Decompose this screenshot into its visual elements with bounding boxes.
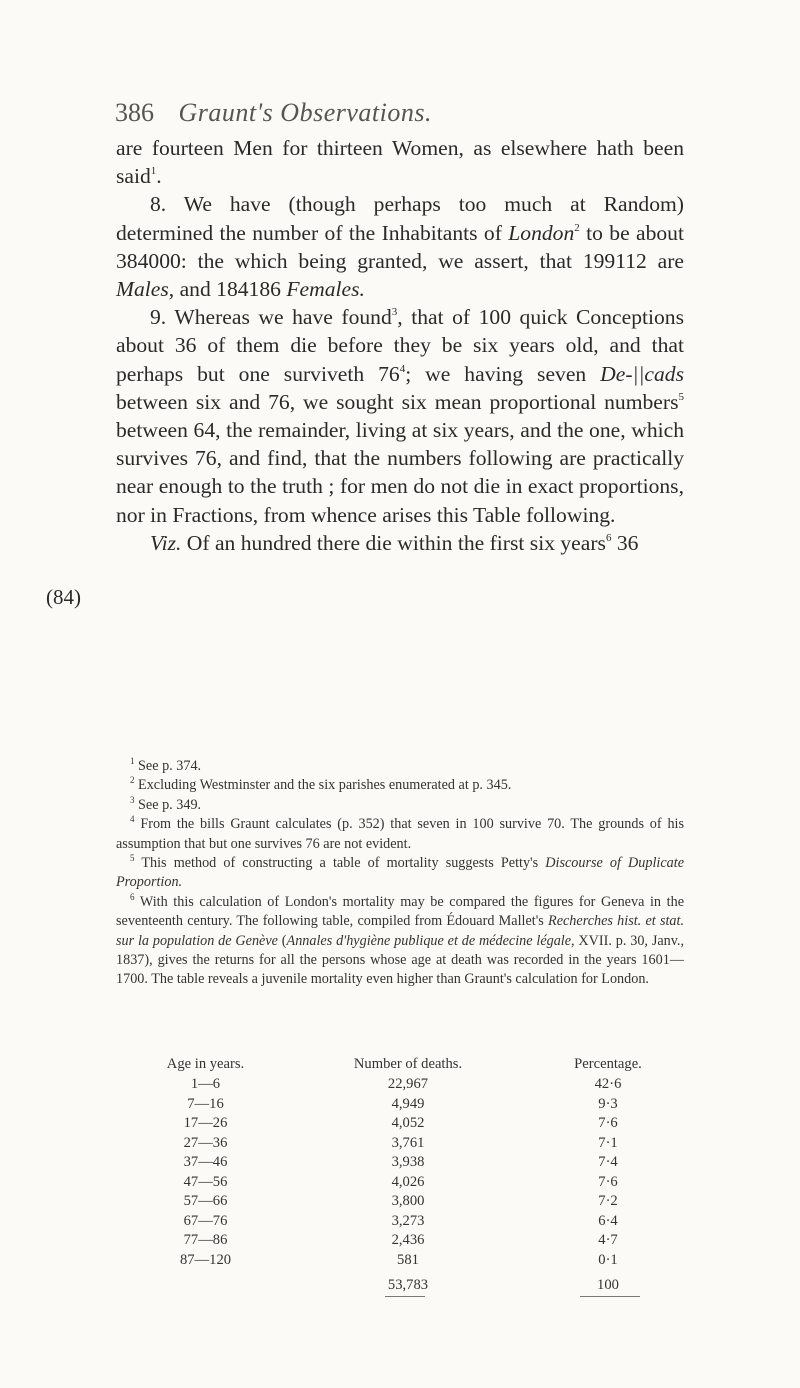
cell-percentage: 4·7 [598,1232,618,1249]
cell-deaths: 2,436 [391,1232,425,1249]
footnote-6: $^6$ With this calculation of London's mortality may be compared the figures for Geneva in the seventeenth century. The following table, compiled from Édouard Mallet's Recherches hist. et stat. sur la population de Genève (Annales d'hygiène publique et de médecine légale, XVII. p. 30, Janv., 1837), gives the returns for all the persons whose age at death was recorded in the years 1601—1700. The table reveals a juvenile mortality even higher than Graunt's calculation for London. [116,891,685,988]
table-row [118,1251,693,1271]
table-total-row [118,1276,693,1296]
paragraph-viz: Viz. Of an hundred there die within the first six years$^6$ 36 [150,530,639,555]
italic-london: London [508,220,575,245]
page-number: 386 [115,98,154,127]
paragraph-8: 8. We have (though perhaps too much at Random) determined the number of the Inhabitants of London$^2$ to be about 384000: the which being granted, we assert, that 199112 are Males, and 184186 Females. [116,192,684,302]
footnote-ref: 2 [574,221,580,234]
italic-decads: De-||cads [600,361,684,386]
cell-percentage: 7·6 [598,1115,618,1132]
table-row [118,1192,693,1212]
header-age: Age in years. [166,1055,245,1072]
cell-percentage: 42·6 [594,1076,622,1093]
italic-viz: Viz. [150,530,182,555]
italic-petty-title: Discourse of Duplicate Proportion. [116,855,684,891]
total-deaths: 53,783 [387,1277,429,1294]
paragraph-continuation: are fourteen Men for thirteen Women, as elsewhere hath been said$^1$. [116,136,684,189]
cell-percentage: 7·4 [598,1154,618,1171]
footnote-4: $^4$ From the bills Graunt calculates (p. 352) that seven in 100 survive 70. The grounds of his assumption that but one survives 76 are not evident. [116,814,684,852]
italic-mallet-title: Recherches hist. et stat. sur la population de Genève [116,913,684,949]
cell-percentage: 7·6 [598,1173,618,1190]
cell-deaths: 581 [397,1251,419,1268]
footnote-ref: 5 [678,390,684,403]
cell-age: 57—66 [183,1193,228,1210]
cell-percentage: 0·1 [598,1251,618,1268]
cell-age: 37—46 [183,1154,228,1171]
footnote-ref: 6 [605,531,612,544]
italic-annales-title: Annales d'hygiène publique et de médecine légale [286,932,572,949]
footnote-ref: 1 [150,165,157,178]
cell-deaths: 22,967 [387,1076,429,1093]
cell-age: 27—36 [183,1134,228,1151]
cell-age: 1—6 [190,1076,221,1093]
cell-deaths: 3,938 [391,1154,425,1171]
cell-deaths: 4,052 [391,1115,425,1132]
footnote-1: $^1$ See p. 374. [130,756,202,774]
cell-age: 7—16 [187,1095,224,1112]
header-percentage: Percentage. [574,1055,642,1072]
cell-percentage: 6·4 [598,1212,618,1229]
footnote-2: $^2$ Excluding Westminster and the six parishes enumerated at p. 345. [130,775,512,794]
italic-males: Males [116,277,169,302]
table-row [118,1075,693,1095]
cell-age: 67—76 [183,1212,228,1229]
cell-age: 77—86 [183,1232,228,1249]
table-row [118,1212,693,1232]
cell-age: 47—56 [183,1173,228,1190]
main-text [116,134,684,557]
table-body [118,1075,693,1270]
cell-deaths: 4,026 [391,1173,425,1190]
cell-age: 87—120 [179,1251,232,1268]
cell-percentage: 7·2 [598,1193,618,1210]
total-percentage: 100 [597,1277,619,1294]
cell-deaths: 3,273 [391,1212,425,1229]
cell-percentage: 7·1 [598,1134,618,1151]
table-row [118,1153,693,1173]
cell-percentage: 9·3 [598,1095,618,1112]
footnote-5: $^5$ This method of constructing a table of mortality suggests Petty's Discourse of Duplicate Proportion. [116,853,684,891]
table-row [118,1134,693,1154]
geneva-mortality-table [118,1053,693,1296]
cell-age: 17—26 [183,1115,228,1132]
table-row [118,1231,693,1251]
running-title: Graunt's Observations. [178,98,432,127]
italic-females: Females. [286,277,365,302]
table-row [118,1173,693,1193]
table-row [118,1114,693,1134]
cell-deaths: 3,800 [391,1193,425,1210]
sum-rule-deaths [385,1296,425,1297]
footnotes [116,757,684,990]
cell-deaths: 3,761 [391,1134,425,1151]
cell-deaths: 4,949 [391,1095,425,1112]
margin-page-reference: (84) [46,585,81,609]
footnote-3: $^3$ See p. 349. [130,794,202,813]
running-head [115,98,432,128]
footnote-ref: 3 [391,306,398,319]
footnote-ref: 4 [399,362,406,375]
sum-rule-percentage [580,1296,640,1297]
header-deaths: Number of deaths. [353,1055,463,1072]
table-row [118,1095,693,1115]
paragraph-9: 9. Whereas we have found$^3$, that of 100 quick Conceptions about 36 of them die before they be six years old, and that perhaps but one surviveth $76^4$; we having seven De-||cads between six and 76, we sought six mean proportional numbers$^5$ between 64, the remainder, living at six years, and the one, which survives 76, and find, that the numbers following are practically near enough to the truth ; for men do not die in exact proportions, nor in Fractions, from whence arises this Table following. [116,305,684,527]
table-header-row [118,1053,693,1075]
